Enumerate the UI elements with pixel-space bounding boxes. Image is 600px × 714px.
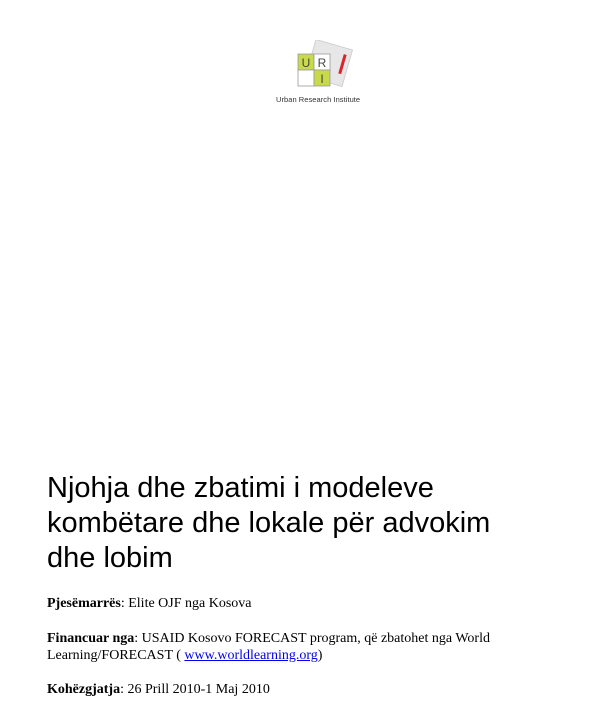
logo-caption: Urban Research Institute (276, 95, 361, 104)
worldlearning-link[interactable]: www.worldlearning.org (184, 648, 318, 663)
logo-box-blank (298, 70, 314, 86)
logo-letter-u: U (301, 56, 311, 70)
document-title (47, 471, 567, 576)
title-line-1: Njohja dhe zbatimi i modeleve (47, 472, 434, 504)
duration-field (47, 681, 567, 698)
duration-label: Kohëzgjatja (47, 682, 121, 697)
title-line-2: kombëtare dhe lokale për advokim (47, 507, 491, 539)
participants-label: Pjesëmarrës (47, 596, 121, 611)
funding-field (47, 630, 567, 664)
funding-label: Financuar nga (47, 631, 135, 646)
logo-letter-r: R (317, 56, 327, 70)
logo-letter-i: I (320, 72, 324, 86)
uri-logo-mark (292, 40, 358, 96)
funding-after: ) (317, 648, 323, 663)
duration-value: : 26 Prill 2010-1 Maj 2010 (120, 682, 270, 697)
participants-value: : Elite OJF nga Kosova (120, 596, 252, 611)
title-line-3: dhe lobim (47, 542, 173, 574)
funding-value: : USAID Kosovo FORECAST program, që zbatohet nga World Learning/FORECAST ( (47, 631, 490, 663)
uri-logo (276, 40, 376, 110)
participants-field (47, 595, 567, 612)
